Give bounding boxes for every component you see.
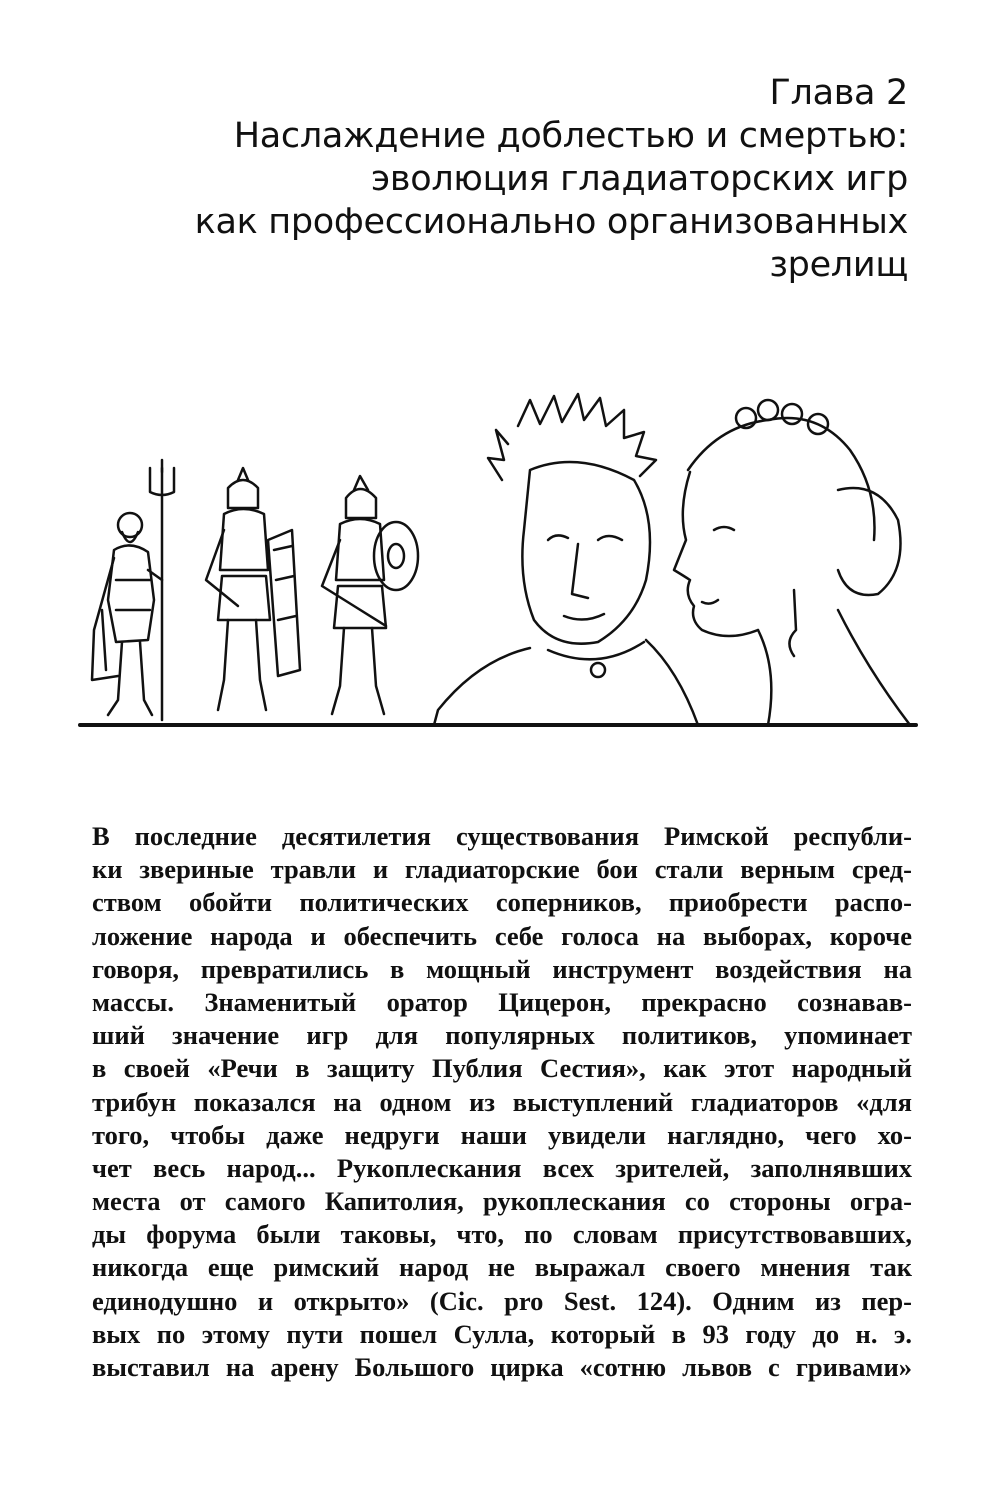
text-line: ством обойти политических соперников, приобрести распо-	[92, 887, 912, 918]
text-line: вых по этому пути пошел Сулла, который в 93 году до н. э.	[92, 1318, 912, 1349]
text-line: того, чтобы даже недруги наши увидели наглядно, чего хо-	[92, 1119, 912, 1150]
text-line: ложение народа и обеспечить себе голоса на выборах, короче	[92, 920, 912, 951]
text-line: в своей «Речи в защиту Публия Сестия», как этот народный	[92, 1053, 912, 1084]
text-line: ды форума были таковы, что, по словам присутствовавших,	[92, 1219, 912, 1250]
retiarius-figure	[92, 460, 174, 720]
text-line: чет весь народ... Рукоплескания всех зрителей, заполнявших	[92, 1152, 912, 1183]
text-line: места от самого Капитолия, рукоплескания со стороны огра-	[92, 1186, 912, 1217]
text-line: говоря, превратились в мощный инструмент воздействия на	[92, 953, 912, 984]
chapter-title-line: эволюция гладиаторских игр	[371, 159, 908, 199]
chapter-title-line: как профессионально организованных	[194, 202, 908, 242]
woman-portrait	[674, 400, 910, 725]
text-line: В последние десятилетия существования Римской республи-	[92, 821, 912, 851]
crowned-man-portrait	[434, 394, 698, 725]
text-line: единодушно и открыто» (Cic. pro Sest. 124). Одним из пер-	[92, 1285, 912, 1316]
text-line: ший значение игр для популярных политиков, упоминает	[92, 1020, 912, 1051]
chapter-heading	[88, 72, 908, 287]
chapter-title-line: зрелищ	[769, 245, 908, 285]
chapter-label: Глава 2	[769, 73, 908, 113]
text-line: выставил на арену Большого цирка «сотню львов с гривами»	[92, 1352, 912, 1382]
text-line: ки звериные травли и гладиаторские бои стали верным сред-	[92, 854, 912, 885]
body-paragraph	[92, 820, 912, 1384]
secutor-figure	[206, 468, 300, 710]
text-line: никогда еще римский народ не выражал своего мнения так	[92, 1252, 912, 1283]
gladiators-illustration	[78, 380, 918, 750]
text-line: массы. Знаменитый оратор Цицерон, прекрасно сознавав-	[92, 986, 912, 1017]
chapter-title-line: Наслаждение доблестью и смертью:	[233, 116, 908, 156]
text-line: трибун показался на одном из выступлений гладиаторов «для	[92, 1086, 912, 1117]
murmillo-figure	[322, 476, 418, 714]
